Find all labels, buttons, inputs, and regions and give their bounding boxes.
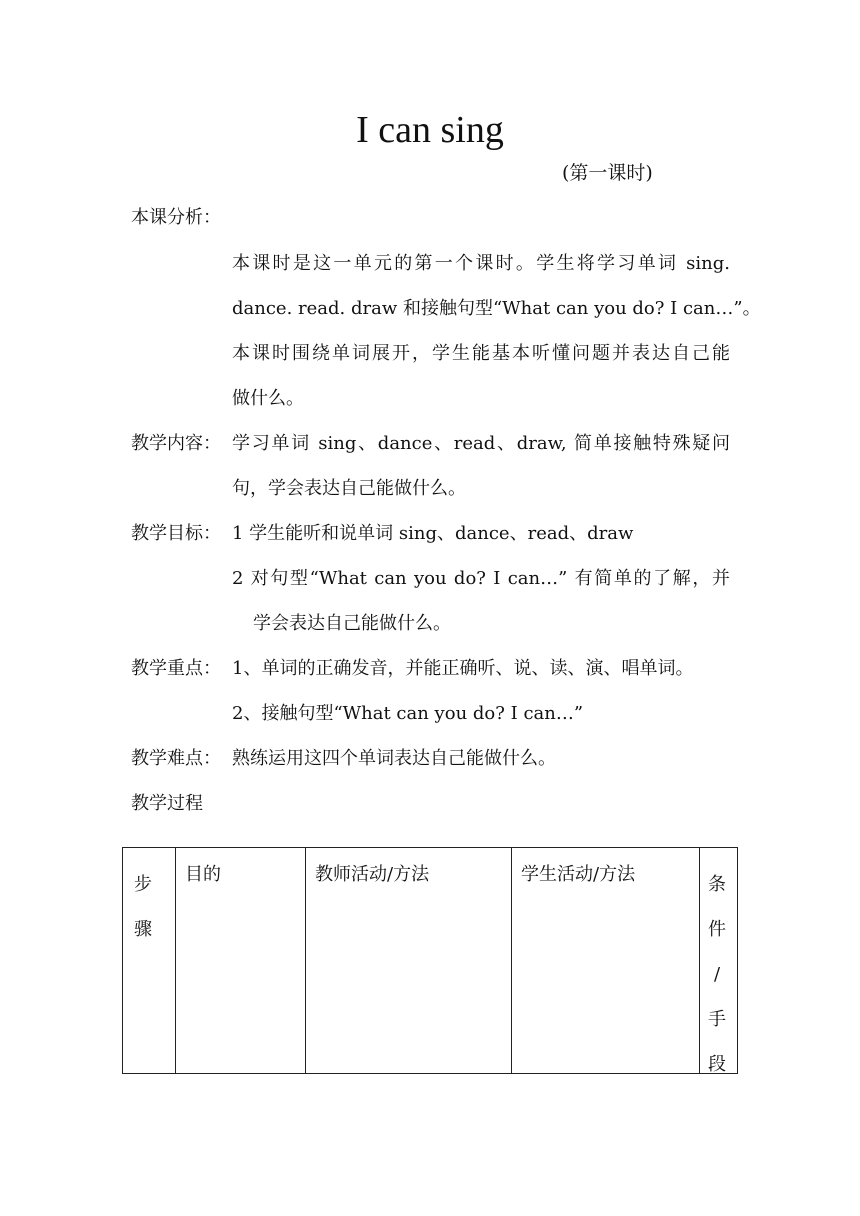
goal-item-2: 2 对句型“What can you do? I can…” 有简单的了解，并	[232, 568, 730, 589]
header-steps	[132, 862, 154, 952]
header-conditions	[706, 862, 728, 1087]
analysis-line-3: 本课时围绕单词展开，学生能基本听懂问题并表达自己能	[232, 343, 730, 364]
header-conditions-char: /	[713, 964, 721, 985]
process-table	[122, 847, 738, 1074]
header-purpose: 目的	[185, 864, 221, 885]
table-divider-2	[305, 848, 306, 1073]
analysis-line-4: 做什么。	[232, 388, 304, 409]
keypoints-label: 教学重点：	[131, 658, 221, 679]
keypoint-1: 1、单词的正确发音，并能正确听、说、读、演、唱单词。	[232, 658, 694, 679]
process-label: 教学过程	[131, 793, 203, 814]
header-conditions-char: 手	[708, 1009, 726, 1030]
table-divider-3	[511, 848, 512, 1073]
content-line-1: 学习单词 sing、dance、read、draw, 简单接触特殊疑问	[232, 433, 730, 454]
content-line-2: 句，学会表达自己能做什么。	[232, 478, 466, 499]
header-teacher-activity: 教师活动/方法	[315, 864, 430, 885]
table-divider-1	[175, 848, 176, 1073]
goal-item-2-cont: 学会表达自己能做什么。	[253, 613, 451, 634]
difficulty-text: 熟练运用这四个单词表达自己能做什么。	[232, 748, 556, 769]
header-conditions-char: 段	[708, 1054, 726, 1075]
goals-label: 教学目标：	[131, 523, 221, 544]
document-title: I can sing	[356, 109, 504, 151]
analysis-line-1: 本课时是这一单元的第一个课时。学生将学习单词 sing.	[232, 253, 730, 274]
header-conditions-char: 条	[708, 874, 726, 895]
difficulty-label: 教学难点：	[131, 748, 221, 769]
keypoint-2: 2、接触句型“What can you do? I can…”	[232, 703, 584, 724]
table-divider-4	[699, 848, 700, 1073]
header-conditions-char: 件	[708, 919, 726, 940]
header-steps-char: 步	[134, 874, 152, 895]
header-steps-char: 骤	[134, 919, 152, 940]
analysis-label: 本课分析：	[131, 207, 221, 228]
analysis-line-2: dance. read. draw 和接触句型“What can you do? I can…”。	[232, 298, 761, 319]
goal-item-1: 1 学生能听和说单词 sing、dance、read、draw	[232, 523, 634, 544]
lesson-period: (第一课时)	[562, 162, 653, 184]
header-student-activity: 学生活动/方法	[521, 864, 636, 885]
content-label: 教学内容：	[131, 433, 221, 454]
